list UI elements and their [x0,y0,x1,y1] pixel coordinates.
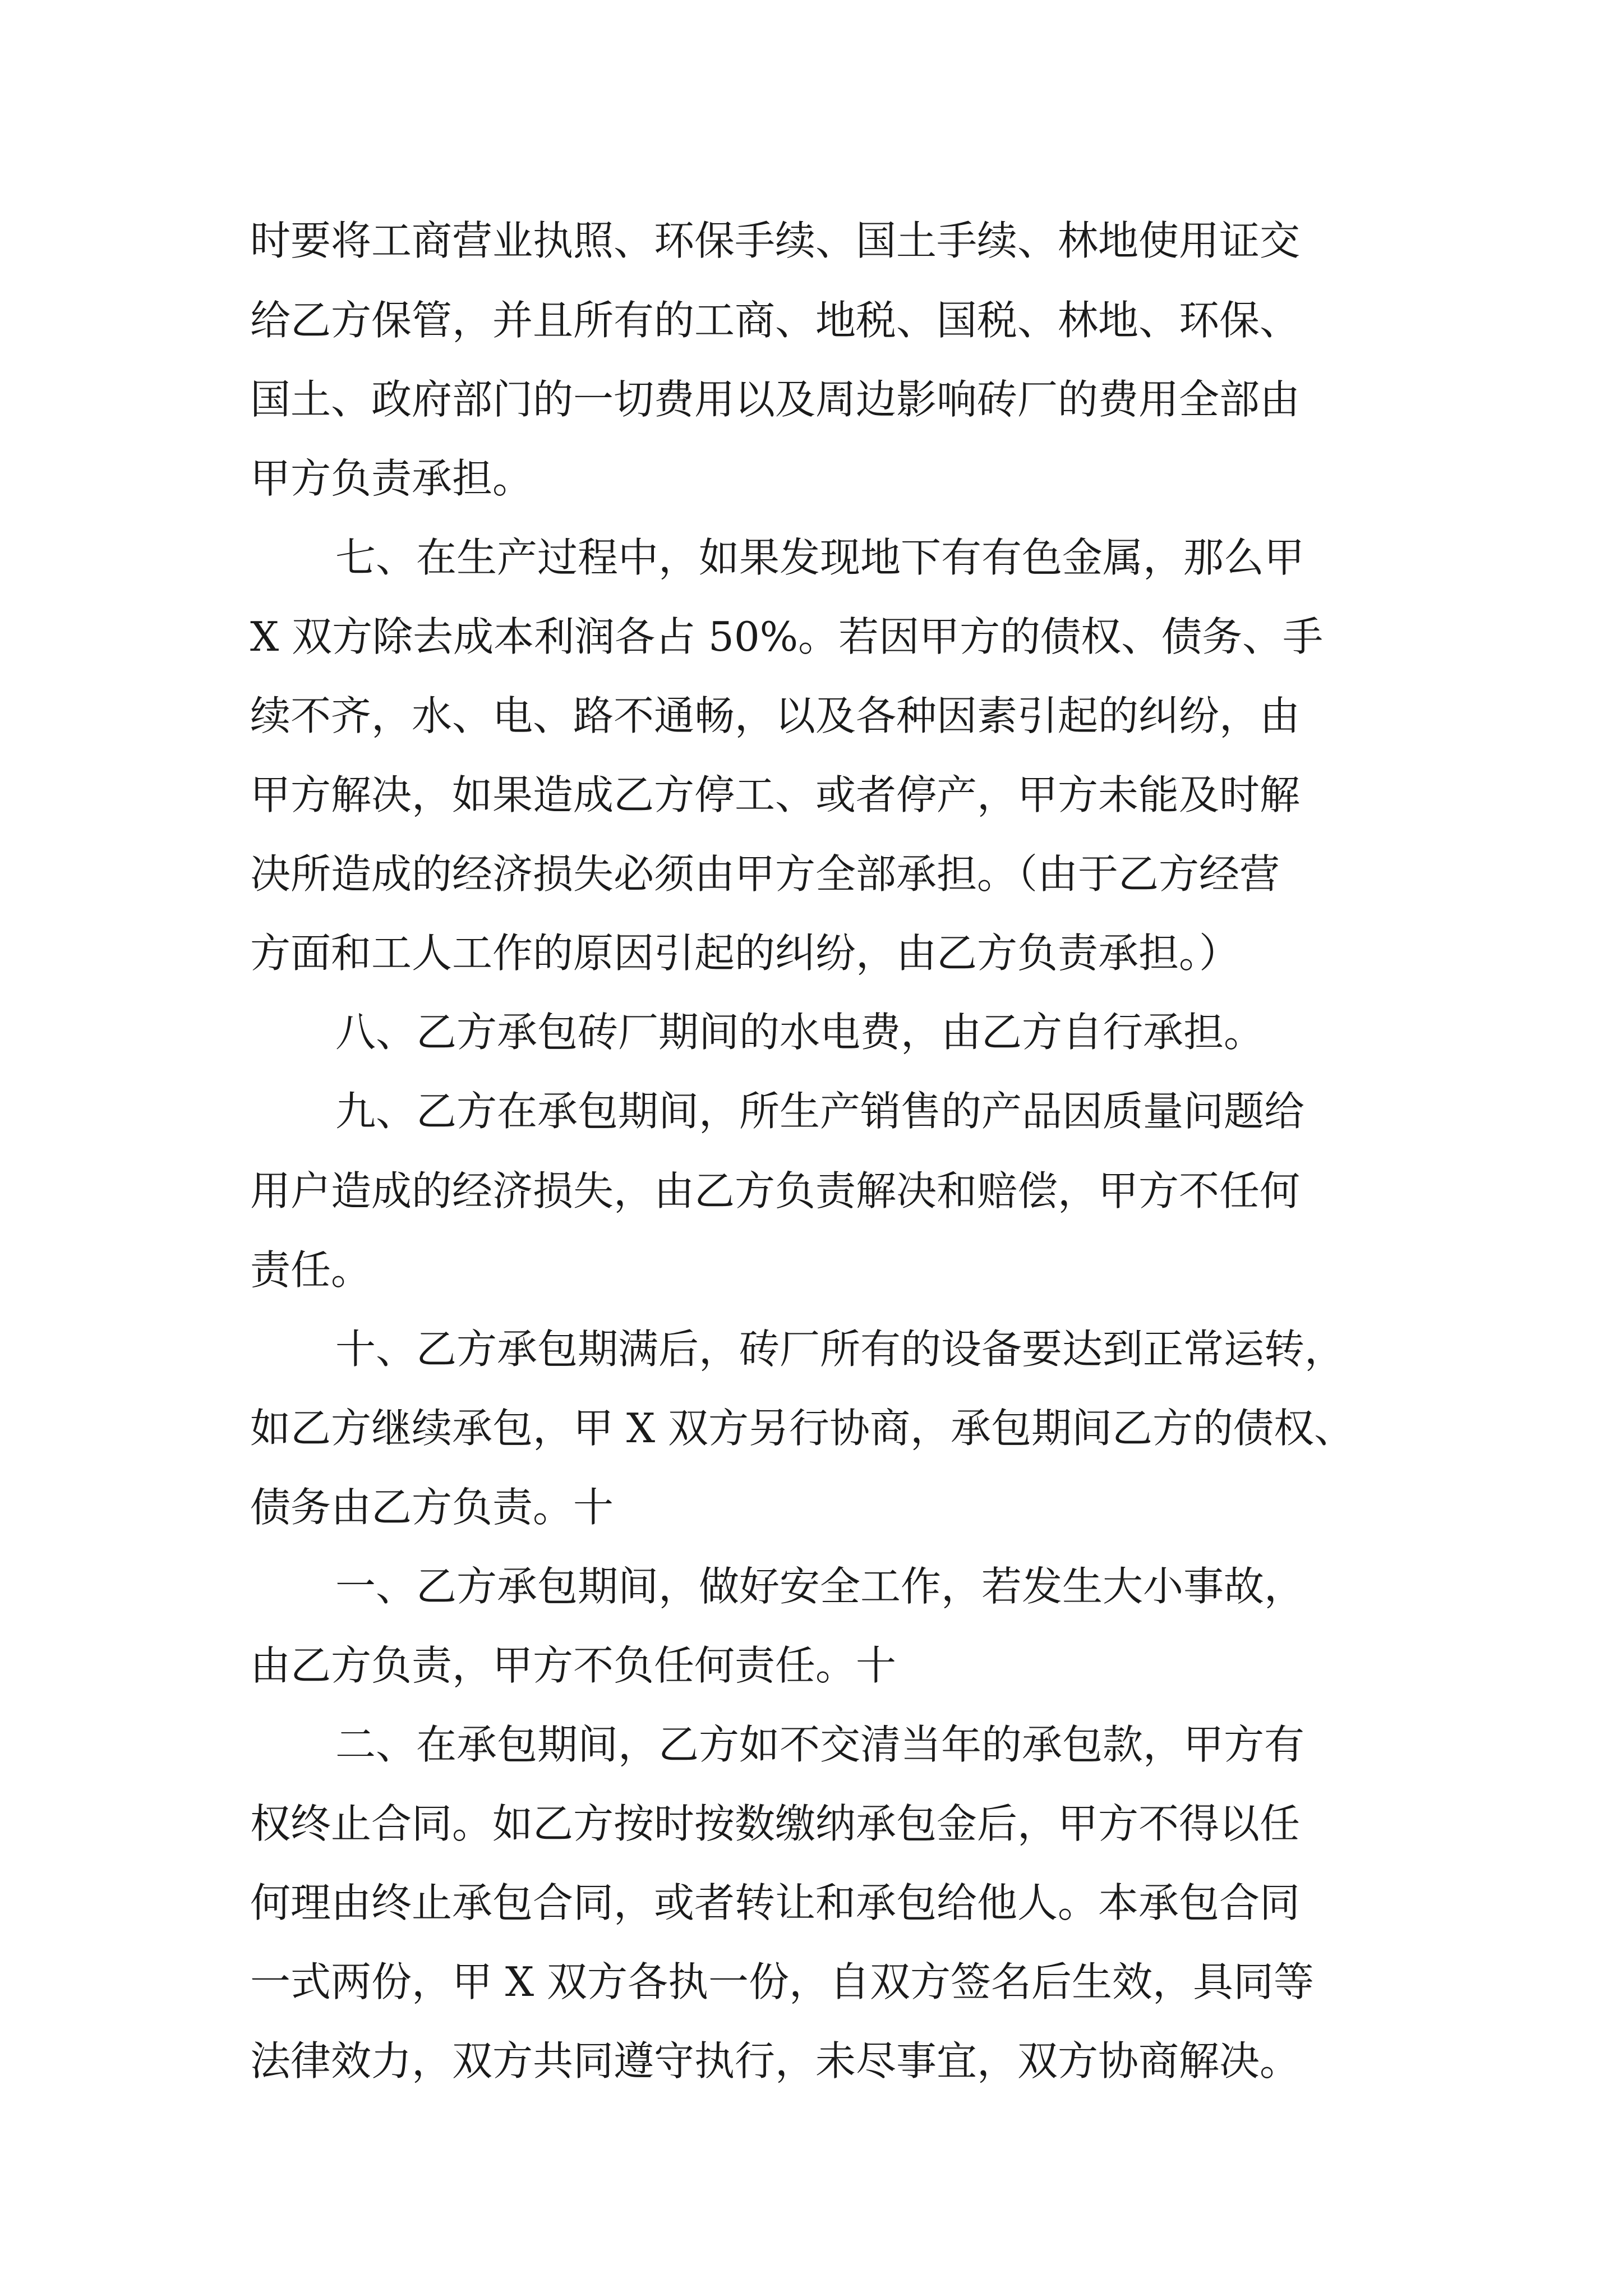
text-line: 用户造成的经济损失，由乙方负责解决和赔偿，甲方不任何 [250,1167,1301,1214]
text-line: 法律效力，双方共同遵守执行，未尽事宜，双方协商解决。 [250,2037,1301,2085]
text-line: 权终止合同。如乙方按时按数缴纳承包金后，甲方不得以任 [250,1800,1301,1847]
text-line: 时要将工商营业执照、环保手续、国土手续、林地使用证交 [250,217,1301,264]
text-line: 一式两份，甲 X 双方各执一份，自双方签名后生效，具同等 [250,1958,1315,2005]
text-line: 国土、政府部门的一切费用以及周边影响砖厂的费用全部由 [250,376,1301,423]
text-line: 十、乙方承包期满后，砖厂所有的设备要达到正常运转， [335,1326,1345,1373]
text-line: 如乙方继续承包，甲 X 双方另行协商，承包期间乙方的债权、 [250,1405,1355,1452]
text-line: 责任。 [250,1246,372,1294]
text-line: 一、乙方承包期间，做好安全工作，若发生大小事故， [335,1563,1305,1610]
text-line: X 双方除去成本利润各占 50%。若因甲方的债权、债务、手 [250,613,1324,660]
text-line: 何理由终止承包合同，或者转让和承包给他人。本承包合同 [250,1879,1301,1926]
text-line: 甲方负责承担。 [250,455,533,502]
text-line: 方面和工人工作的原因引起的纠纷，由乙方负责承担。） [250,930,1240,977]
text-line: 决所造成的经济损失必须由甲方全部承担。（由于乙方经营 [250,850,1280,898]
text-line: 九、乙方在承包期间，所生产销售的产品因质量问题给 [335,1088,1305,1135]
text-line: 由乙方负责，甲方不负任何责任。十 [250,1642,897,1689]
text-line: 债务由乙方负责。十 [250,1484,614,1531]
text-line: 给乙方保管，并且所有的工商、地税、国税、林地、环保、 [250,297,1301,344]
text-line: 八、乙方承包砖厂期间的水电费，由乙方自行承担。 [335,1009,1265,1056]
text-line: 二、在承包期间，乙方如不交清当年的承包款，甲方有 [335,1721,1305,1768]
text-line: 甲方解决，如果造成乙方停工、或者停产，甲方未能及时解 [250,771,1301,818]
text-line: 七、在生产过程中，如果发现地下有有色金属，那么甲 [335,534,1305,581]
text-line: 续不齐，水、电、路不通畅，以及各种因素引起的纠纷，由 [250,692,1301,739]
